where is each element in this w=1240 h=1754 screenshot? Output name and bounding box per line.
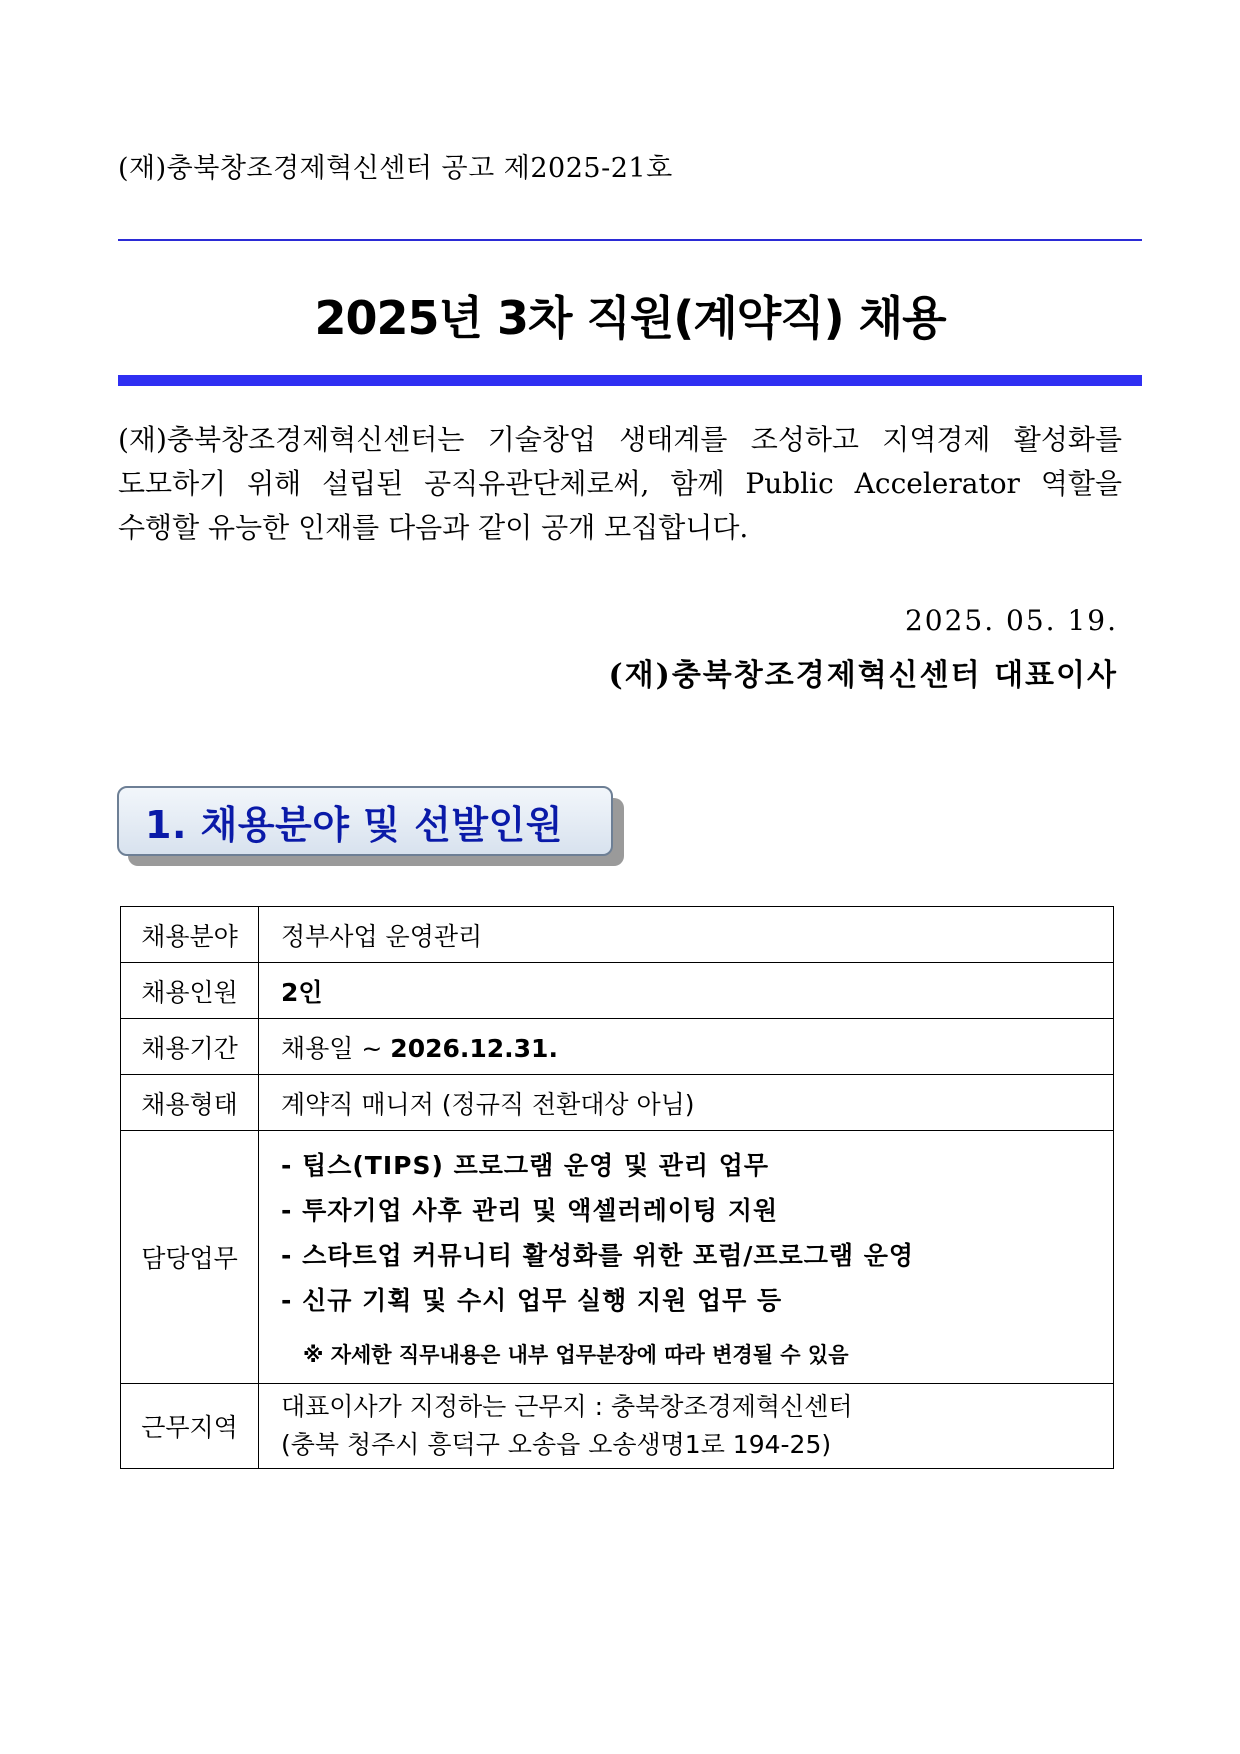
title-divider [118,375,1142,386]
intro-paragraph [118,418,1122,550]
duty-item: - 스타트업 커뮤니티 활성화를 위한 포럼/프로그램 운영 [281,1241,915,1270]
table-row [121,1019,1114,1075]
location-line2: (충북 청주시 흥덕구 오송읍 오송생명1로 194-25) [281,1430,832,1459]
period-label: 채용기간 [121,1019,259,1075]
table-row [121,907,1114,963]
table-row [121,1131,1114,1384]
location-label: 근무지역 [121,1384,259,1469]
period-start: 채용일 ~ [281,1033,391,1063]
intro-line: (재)충북창조경제혁신센터는 기술창업 생태계를 조성하고 지역경제 활성화를 [118,423,1122,456]
headcount-label: 채용인원 [121,963,259,1019]
duties-label: 담당업무 [121,1131,259,1384]
period-end: 2026.12.31. [390,1033,558,1063]
field-label: 채용분야 [121,907,259,963]
duties-note: ※ 자세한 직무내용은 내부 업무분장에 따라 변경될 수 있음 [303,1343,849,1367]
announcement-date: 2025. 05. 19. [904,604,1118,637]
recruitment-table [120,906,1114,1469]
table-row [121,1384,1114,1469]
period-value [259,1019,1114,1075]
header-divider [118,239,1142,241]
location-line1: 대표이사가 지정하는 근무지 : 충북창조경제혁신센터 [281,1392,853,1421]
duty-item: - 신규 기획 및 수시 업무 실행 지원 업무 등 [281,1286,783,1315]
intro-line: 도모하기 위해 설립된 공직유관단체로써, 함께 Public Accelerator 역할을 [118,467,1122,500]
section-heading: 1. 채용분야 및 선발인원 [145,803,563,847]
headcount-value: 2인 [259,963,1114,1019]
location-value [259,1384,1114,1469]
type-value: 계약직 매니저 (정규직 전환대상 아님) [259,1075,1114,1131]
duties-value [259,1131,1114,1384]
page-title: 2025년 3차 직원(계약직) 채용 [314,291,946,345]
duty-item: - 투자기업 사후 관리 및 액셀러레이팅 지원 [281,1196,779,1225]
duty-item: - 팁스(TIPS) 프로그램 운영 및 관리 업무 [281,1151,770,1180]
field-value: 정부사업 운영관리 [259,907,1114,963]
issuer-signature: (재)충북창조경제혁신센터 대표이사 [608,658,1118,693]
type-label: 채용형태 [121,1075,259,1131]
intro-line: 수행할 유능한 인재를 다음과 같이 공개 모집합니다. [118,511,749,544]
table-row [121,1075,1114,1131]
table-row [121,963,1114,1019]
notice-number: (재)충북창조경제혁신센터 공고 제2025-21호 [118,153,673,184]
